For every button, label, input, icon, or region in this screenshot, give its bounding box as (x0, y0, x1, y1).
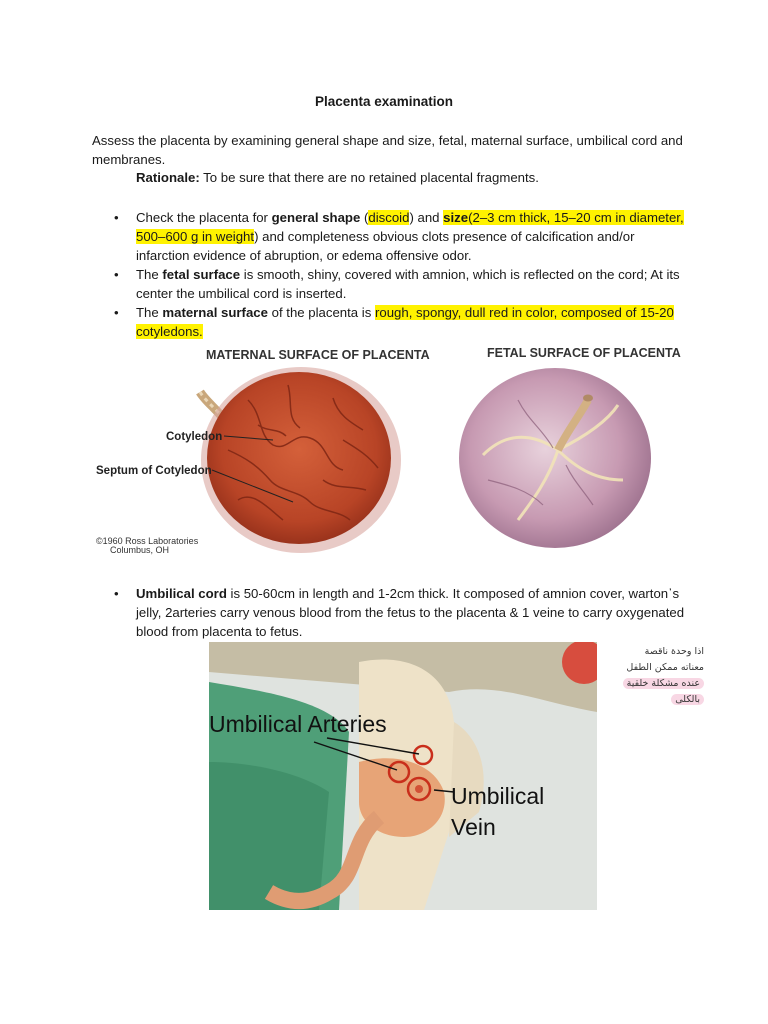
arabic-margin-note (594, 644, 704, 708)
maternal-placenta (200, 367, 401, 553)
bullet-fetal-surface (110, 265, 690, 303)
bullet1-text: ) and completeness obvious clots presence of calcification and/or infarction evidence of abruption, or edema offensive odor. (136, 229, 635, 263)
fetal-surface-title: FETAL SURFACE OF PLACENTA (487, 346, 681, 360)
bullet1-text: ( (360, 210, 369, 225)
bullet2-text: is smooth, shiny, covered with amnion, which is reflected on the cord; At its center the umbilical cord is inserted. (136, 267, 680, 301)
bullet-list (110, 208, 690, 341)
bullet3-bold: maternal surface (162, 305, 268, 320)
rationale-label: Rationale: (136, 170, 200, 185)
bullet2-bold: fetal surface (162, 267, 241, 282)
placenta-illustration (88, 340, 688, 555)
umbilical-vein-label-2: Vein (451, 814, 496, 840)
bullet1-highlight-bold: size (443, 210, 469, 225)
page-title: Placenta examination (314, 94, 454, 109)
bullet1-highlight: discoid (368, 210, 410, 225)
bullet-maternal-surface (110, 303, 690, 341)
umbilical-arteries-label: Umbilical Arteries (209, 711, 387, 737)
bullet1-text: Check the placenta for (136, 210, 272, 225)
bullet2-text: The (136, 267, 163, 282)
bullet1-highlight: (2–3 cm thick, 15–20 cm in diameter, 500–600 g in weight (136, 210, 684, 244)
note-line-2: معناته ممكن الطفل (626, 662, 704, 673)
septum-label: Septum of Cotyledon (96, 465, 212, 477)
rationale-text: To be sure that there are no retained placental fragments. (199, 170, 539, 185)
bullet1-text: ) and (409, 210, 444, 225)
maternal-surface-title: MATERNAL SURFACE OF PLACENTA (206, 348, 430, 362)
copyright-line-2: Columbus, OH (110, 545, 170, 555)
bullet3-text: The (136, 305, 163, 320)
fetal-placenta (459, 368, 651, 548)
bullet4-text: is 50-60cm in length and 1-2cm thick. It composed of amnion cover, warton᾽s jelly, 2arteries carry venous blood from the fetus to the placenta & 1 veine to carry oxygenated blood from placenta to fetus. (136, 586, 685, 639)
note-line-1: اذا وحدة ناقصة (644, 646, 704, 657)
note-line-3: عنده مشكلة خلقية (623, 678, 704, 689)
umbilical-vein-label-1: Umbilical (451, 783, 545, 809)
rationale-line (136, 170, 539, 185)
note-line-4: بالكلى (671, 694, 704, 705)
bullet4-bold: Umbilical cord (136, 586, 227, 601)
bullet1-bold: general shape (271, 210, 361, 225)
bullet-umbilical-cord (110, 584, 690, 641)
copyright-line-1: ©1960 Ross Laboratories (96, 536, 199, 546)
bullet3-highlight: rough, spongy, dull red in color, composed of 15-20 cotyledons. (136, 305, 674, 339)
umbilical-cord-photo (209, 642, 597, 910)
bullet-general-shape (110, 208, 690, 265)
bullet-umbilical-cord-item (110, 584, 690, 641)
intro-paragraph: Assess the placenta by examining general shape and size, fetal, maternal surface, umbilical cord and membranes. (92, 133, 683, 167)
bullet-list-2 (110, 584, 690, 641)
cotyledon-label: Cotyledon (166, 431, 223, 443)
bullet3-text: of the placenta is (267, 305, 375, 320)
